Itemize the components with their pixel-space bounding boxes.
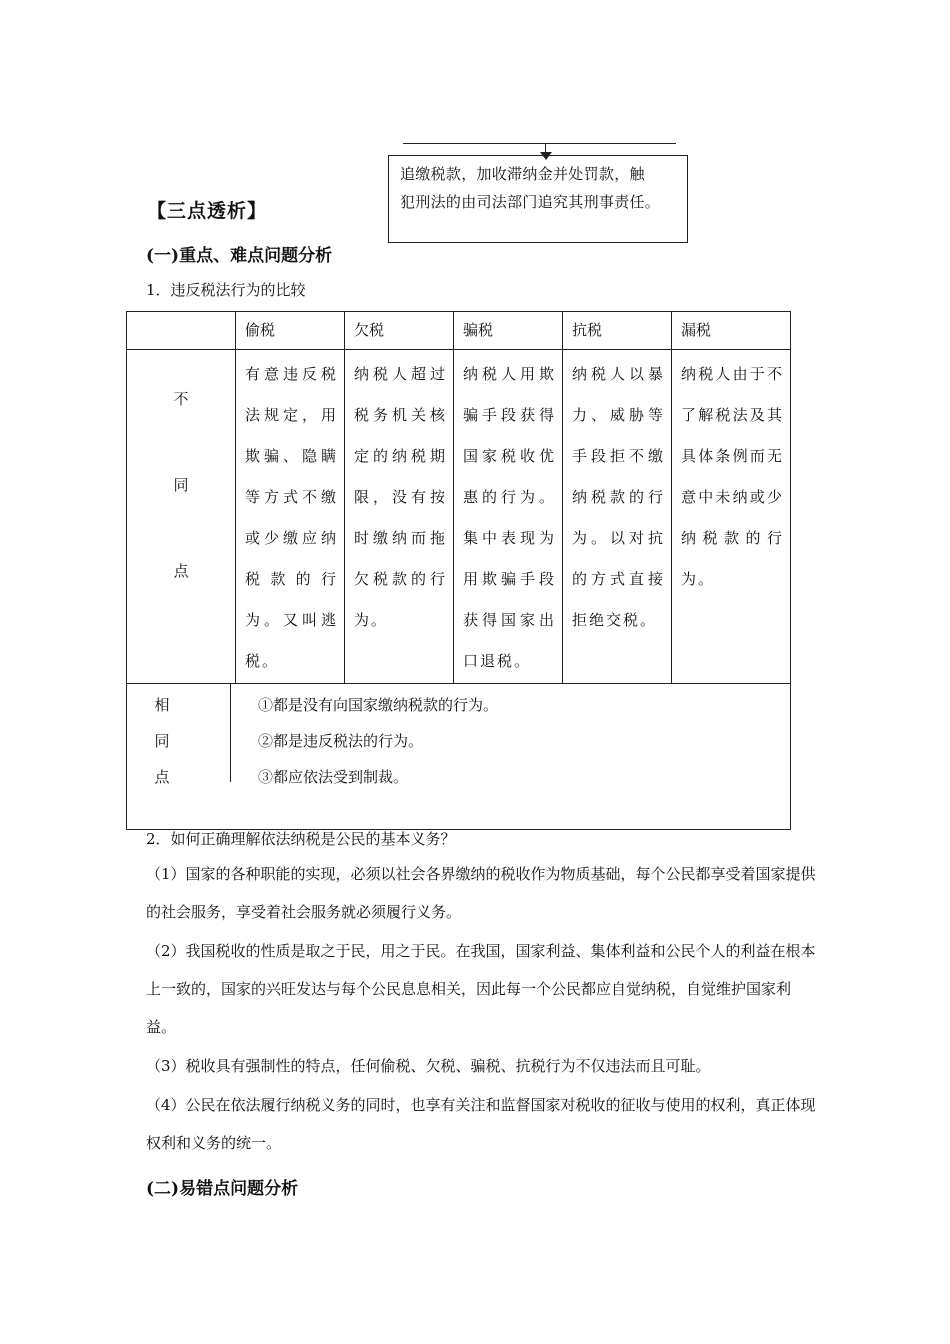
similarities-list bbox=[258, 687, 498, 795]
diagram-horizontal-line bbox=[403, 143, 676, 144]
table-cell-tax-fraud: 纳税人用欺骗手段获得国家税收优惠的行为。集中表现为用欺骗手段获得国家出口退税。 bbox=[454, 350, 563, 684]
table-header-row bbox=[127, 312, 791, 350]
table-cell-tax-omission: 纳税人由于不了解税法及其具体条例而无意中未纳或少纳税款的行为。 bbox=[672, 350, 791, 684]
section-title: 【三点透析】 bbox=[147, 200, 268, 222]
paragraph: （4）公民在依法履行纳税义务的同时，也享有关注和监督国家对税收的征收与使用的权利，真正体现权利和义务的统一。 bbox=[146, 1096, 816, 1152]
paragraph: （1）国家的各种职能的实现，必须以社会各界缴纳的税收作为物质基础，每个公民都享受着国家提供的社会服务，享受着社会服务就必须履行义务。 bbox=[146, 865, 816, 921]
item-2-title: 2．如何正确理解依法纳税是公民的基本义务？ bbox=[146, 830, 456, 848]
penalty-box bbox=[388, 155, 688, 243]
list-item: ①都是没有向国家缴纳税款的行为。 bbox=[258, 696, 499, 714]
list-item: ③都应依法受到制裁。 bbox=[258, 768, 409, 786]
table-corner-cell bbox=[127, 312, 236, 350]
subsection-heading-2: (二)易错点问题分析 bbox=[146, 1179, 299, 1199]
subsection-heading-1: (一)重点、难点问题分析 bbox=[146, 246, 333, 266]
table-cell-tax-evasion: 有意违反税法规定，用欺骗、隐瞒等方式不缴或少缴应纳税款的行为。又叫逃税。 bbox=[236, 350, 345, 684]
similarities-cell bbox=[127, 684, 791, 830]
differences-label: 不 同 点 bbox=[127, 350, 236, 684]
list-item: ②都是违反税法的行为。 bbox=[258, 732, 424, 750]
similarities-label: 相 同 点 bbox=[154, 696, 170, 786]
table-row-similarities bbox=[127, 684, 791, 830]
tax-violation-comparison-table bbox=[126, 311, 791, 830]
paragraph: （3）税收具有强制性的特点，任何偷税、欠税、骗税、抗税行为不仅违法而且可耻。 bbox=[146, 1057, 711, 1075]
table-header-cell: 抗税 bbox=[563, 312, 672, 350]
table-row-differences bbox=[127, 350, 791, 684]
penalty-box-line-1: 追缴税款，加收滞纳金并处罚款，触 bbox=[400, 165, 645, 183]
table-header-cell: 漏税 bbox=[672, 312, 791, 350]
item-1-title: 1．违反税法行为的比较 bbox=[146, 281, 306, 299]
table-header-cell: 骗税 bbox=[454, 312, 563, 350]
table-header-cell: 偷税 bbox=[236, 312, 345, 350]
penalty-box-line-2: 犯刑法的由司法部门追究其刑事责任。 bbox=[400, 193, 661, 211]
similarities-divider bbox=[230, 684, 231, 782]
table-cell-tax-arrears: 纳税人超过税务机关核定的纳税期限，没有按时缴纳而拖欠税款的行为。 bbox=[345, 350, 454, 684]
table-header-cell: 欠税 bbox=[345, 312, 454, 350]
paragraph: （2）我国税收的性质是取之于民，用之于民。在我国，国家利益、集体利益和公民个人的利益在根本上一致的，国家的兴旺发达与每个公民息息相关，因此每一个公民都应自觉纳税，自觉维护国家利益。 bbox=[146, 942, 816, 1036]
table-cell-tax-resistance: 纳税人以暴力、威胁等手段拒不缴纳税款的行为。以对抗的方式直接拒绝交税。 bbox=[563, 350, 672, 684]
